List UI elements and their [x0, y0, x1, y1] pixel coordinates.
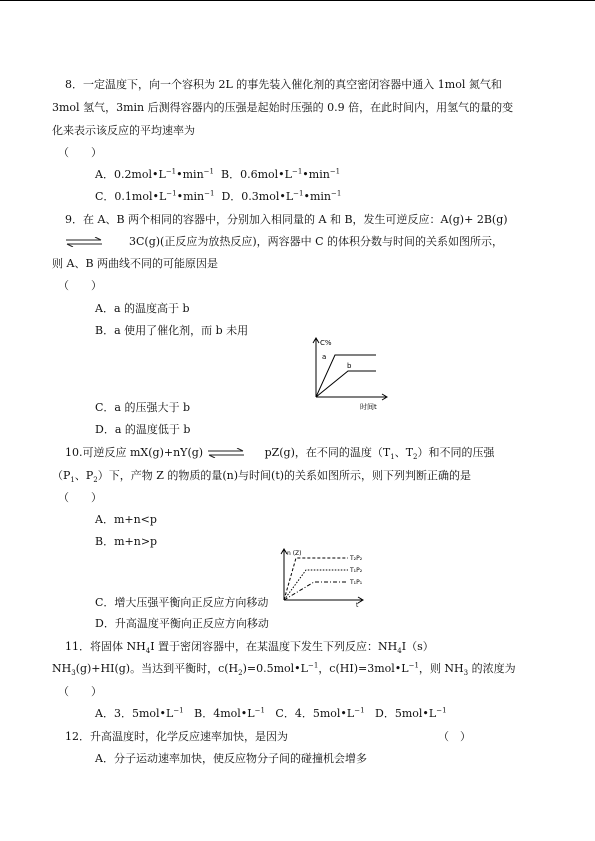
- q10-curve-t1p1-label: T₁P₁: [350, 579, 363, 586]
- q9-answer-paren: （ ）: [58, 279, 102, 292]
- q9-curve-b-label: b: [347, 362, 352, 370]
- q10-curve-t1p2: [284, 570, 348, 600]
- equilibrium-arrow-icon: [65, 237, 103, 247]
- q10-y-axis-label: n (Z): [287, 550, 302, 557]
- q9-y-axis-label: C%: [320, 339, 332, 347]
- q10-option-d: D．升高温度平衡向正反应方向移动: [95, 617, 269, 630]
- q9-option-b: B．a 使用了催化剂，而 b 未用: [95, 324, 249, 337]
- q9-curve-a: [316, 355, 376, 397]
- q9-line-1: 9．在 A、B 两个相同的容器中，分别加入相同量的 A 和 B，发生可逆反应：A(g)+ 2B(g): [65, 213, 508, 226]
- q11-option-d: D．5mol•L: [375, 707, 437, 720]
- q11-option-c: C．4．5mol•L: [275, 707, 355, 720]
- q10-curve-t1p1: [284, 582, 348, 600]
- q8-line-1: 8．一定温度下，向一个容积为 2L 的事先装入催化剂的真空密闭容器中通入 1mol 氮气和: [65, 78, 502, 91]
- q9-option-a: A．a 的温度高于 b: [95, 302, 190, 315]
- q10-option-a: A．m+n<p: [95, 513, 157, 526]
- q9-option-c: C．a 的压强大于 b: [95, 401, 191, 414]
- q8-line-2: 3mol 氢气，3min 后测得容器内的压强是起始时压强的 0.9 倍，在此时间内，用氢气的量的变: [52, 101, 514, 114]
- q9-line-3: 则 A、B 两曲线不同的可能原因是: [52, 257, 219, 270]
- q9-curve-b: [316, 371, 376, 397]
- q11-line-1: 11．将固体 $NH_4I$ 置于密闭容器中，在某温度下发生下列反应：$NH_4I(s)$: [65, 640, 434, 656]
- q10-line-2: （$P_1$、$P_2$）下，产物 Z 的物质的量(n)与时间(t)的关系如图所示，则下列判断正确的是: [52, 469, 472, 485]
- q8-options-cd: C．$0.1mol•L^{-1}•\min^{-1}$ D．$0.3mol•L^{-1}•\min^{-1}$: [95, 189, 342, 203]
- q8-option-c: C．0.1mol•L: [95, 190, 167, 203]
- q8-options-ab: A．$0.2mol•L^{-1}•\min^{-1}$ B．$0.6mol•L^{-1}•\min^{-1}$: [95, 167, 341, 181]
- q9-concentration-time-figure: [300, 335, 390, 415]
- q8-option-d: D．0.3mol•L: [221, 190, 294, 203]
- q11-answer-paren: （ ）: [58, 685, 102, 698]
- q11-option-a: A．3．5mol•L: [95, 707, 174, 720]
- q10-option-c: C．增大压强平衡向正反应方向移动: [95, 596, 269, 609]
- q11-line-2: $NH_3(g)+HI(g)$。当达到平衡时，$c(H_2)=0.5mol•L^{-1}$，$c(HI)=3mol•L^{-1}$，则 $NH_3$ 的浓度为: [52, 661, 516, 678]
- q10-line-1: 10.可逆反应 mX(g)+nY(g) pZ(g)，在不同的温度（$T_1$、$T_2$）和不同的压强: [65, 446, 495, 462]
- q12-option-a: A．分子运动速率加快，使反应物分子间的碰撞机会增多: [95, 752, 367, 765]
- q12-answer-paren: （ ）: [438, 730, 471, 743]
- q10-x-axis-label: t: [356, 602, 359, 608]
- q10-answer-paren: （ ）: [58, 491, 102, 504]
- q11-option-b: B．4mol•L: [194, 707, 255, 720]
- q9-x-axis-label: 时间t: [360, 403, 377, 411]
- page-top-rule: [0, 0, 595, 1]
- q9-option-d: D．a 的温度低于 b: [95, 423, 191, 436]
- equilibrium-arrow-icon: [207, 448, 245, 458]
- q9-curve-a-label: a: [322, 353, 327, 361]
- q9-line-2: 3C(g)(正反应为放热反应)，两容器中 C 的体积分数与时间的关系如图所示，: [65, 235, 503, 248]
- q10-curve-t1p2-label: T₁P₂: [350, 567, 363, 574]
- q12-line-1: 12．升高温度时，化学反应速率加快，是因为: [65, 730, 288, 743]
- q10-curve-t2p2-label: T₂P₂: [350, 555, 363, 562]
- q10-option-b: B．m+n>p: [95, 535, 158, 548]
- q11-options: A．3．$5mol•L^{-1}$ B．$4mol•L^{-1}$ C．4．$5mol•L^{-1}$ D．$5mol•L^{-1}$: [95, 706, 447, 720]
- q10-amount-time-figure: [278, 546, 383, 608]
- q8-option-b: B．0.6mol•L: [221, 168, 292, 181]
- q8-line-3: 化来表示该反应的平均速率为: [52, 124, 195, 137]
- q8-option-a: A．0.2mol•L: [95, 168, 166, 181]
- q8-answer-paren: （ ）: [58, 146, 102, 159]
